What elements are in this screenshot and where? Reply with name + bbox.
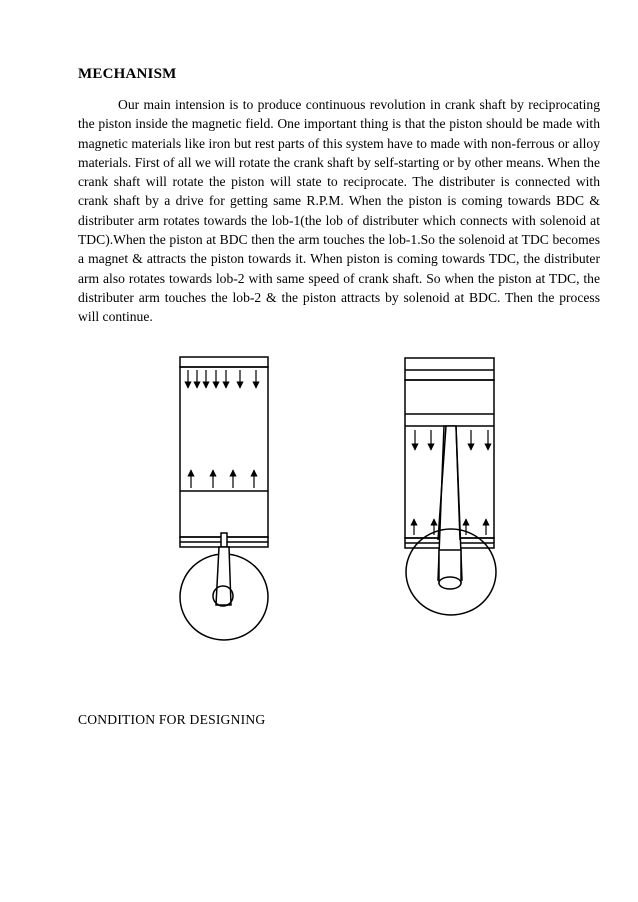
left-cylinder bbox=[180, 367, 268, 537]
left-piston-assembly bbox=[180, 357, 268, 640]
body-paragraph: Our main intension is to produce continuous revolution in crank shaft by reciprocating the piston inside the magnetic field. One important thing is that the piston should be made with magnetic materials like iron but rest parts of this system have to made with non-ferrous or alloy materials. First of all we will rotate the crank shaft by self-starting or by other means. When the crank shaft will rotate the piston will state to reciprocate. The distributer is connected with crank shaft by a drive for getting same R.P.M. When the piston is coming towards BDC & distributer arm rotates towards the lob-1(the lob of distributer which connects with solenoid at TDC).When the piston at BDC then the arm touches the lob-1.So the solenoid at TDC becomes a magnet & attracts the piston towards it. When piston is coming towards TDC, the distributer arm also rotates towards lob-2 with same speed of crank shaft. So when the piston at TDC, the distributer arm touches the lob-2 & the piston attracts by solenoid at BDC. Then the process will continue. bbox=[78, 97, 600, 325]
right-piston-assembly bbox=[405, 358, 496, 615]
right-crank-pin bbox=[439, 577, 461, 589]
right-top-solenoid bbox=[405, 358, 494, 380]
section-title: MECHANISM bbox=[78, 66, 177, 82]
left-down-arrows bbox=[188, 370, 256, 388]
left-up-arrows bbox=[191, 470, 254, 488]
left-connecting-rod bbox=[216, 547, 231, 605]
left-top-solenoid bbox=[180, 357, 268, 367]
next-section-title: CONDITION FOR DESIGNING bbox=[78, 712, 266, 727]
